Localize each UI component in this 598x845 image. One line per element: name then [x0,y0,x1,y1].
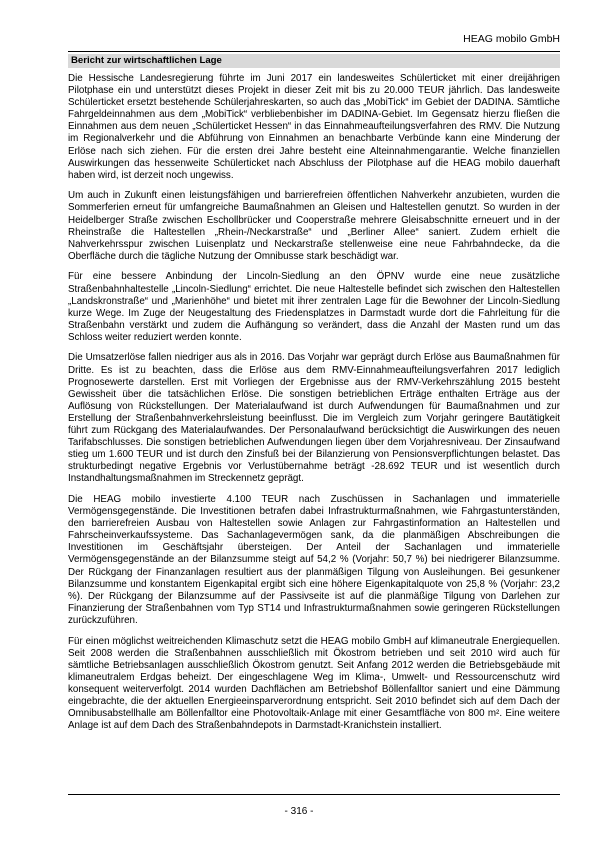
paragraph-umsatzerloese: Die Umsatzerlöse fallen niedriger aus als in 2016. Das Vorjahr war geprägt durch Erlöse aus Baumaßnahmen für Dritte. Es ist zu beachten, dass die Erlöse aus dem RMV-Einnahmeaufteilungsverfahren 2017 lediglich Prognosewerte darstellen. Erst mit Vorliegen der Ergebnisse aus der RMV-Verkehrszählung 2015 besteht Gewissheit über die tatsächlichen Erlöse. Die sonstigen betrieblichen Erträge enthalten Erträge aus der Auflösung von Rückstellungen. Der Materialaufwand ist durch Aufwendungen für Baumaßnahmen und zur Erstellung der Straßenbahnverkehrsleistung beeinflusst. Die im Vergleich zum Vorjahr geringere Bautätigkeit führt zum Rückgang des Materialaufwandes. Der Personalaufwand berücksichtigt die Auswirkungen des neuen Tarifabschlusses. Die sonstigen betrieblichen Aufwendungen liegen über dem Vorjahresniveau. Der Zinsaufwand stieg um 1.600 TEUR und ist durch den Zinsfuß bei der Bilanzierung von Pensionsverpflichtungen belastet. Das strukturbedingt negative Ergebnis vor Verlustübernahme beträgt -28.692 TEUR und ist wesentlich durch Instandhaltungsmaßnahmen im Streckennetz geprägt. [68,352,560,485]
paragraph-schuelerticket: Die Hessische Landesregierung führte im Juni 2017 ein landesweites Schülerticket mit einer dreijährigen Pilotphase ein und unterstützt dieses Projekt in dieser Zeit mit bis zu 20.000 TEUR jährlich. Das landesweite Schülerticket ersetzt bestehende Schülerjahreskarten, so auch das „MobiTick“ im Gebiet der DADINA. Sämtliche Fahrgeldeinnahmen aus dem „MobiTick“ verbliebenbisher im DADINA-Gebiet. Im Gegensatz hierzu fließen die Einnahmen aus dem neuen „Schülerticket Hessen“ in das Einnahmeaufteilungsverfahren des RMV. Die Nutzung im Regionalverkehr und die Abführung von Einnahmen an benachbarte Verbünde kann eine Minderung der Erlöse nach sich ziehen. Für die ersten drei Jahre besteht eine Alteinnahmengarantie. Welche finanziellen Auswirkungen das hessenweite Schülerticket nach Abschluss der Pilotphase auf die HEAG mobilo dauerhaft haben wird, ist derzeit noch ungewiss. [68,73,560,181]
footer-divider [68,794,560,795]
paragraph-investitionen: Die HEAG mobilo investierte 4.100 TEUR nach Zuschüssen in Sachanlagen und immaterielle Vermögensgegenstände. Die Investitionen betrafen dabei Infrastrukturmaßnahmen, wie Fahrgastunterständen, den barrierefreien Ausbau von Haltestellen sowie Anlagen zur Fahrgastinformation an Haltestellen und Fahrscheinverkaufssysteme. Das Sachanlagevermögen sank, da die planmäßigen Abschreibungen die Investitionen im Geschäftsjahr übersteigen. Der Anteil der Sachanlagen und immaterielle Vermögensgegenstände an der Bilanzsumme steigt auf 54,2 % (Vorjahr: 50,7 %) bei niedrigerer Bilanzsumme. Der Rückgang der Finanzanlagen resultiert aus der planmäßigen Tilgung von Ausleihungen. Bei gesunkener Bilanzsumme und konstantem Eigenkapital ergibt sich eine höhere Eigenkapitalquote von 25,8 % (Vorjahr: 23,2 %). Der Rückgang der Bilanzsumme auf der Passivseite ist auf die planmäßige Tilgung von Darlehen zur Finanzierung der Straßenbahnen vom Typ ST14 und Infrastrukturmaßnahmen sowie geringeren Rückstellungen zurückzuführen. [68,494,560,626]
section-heading: Bericht zur wirtschaftlichen Lage [68,54,560,68]
paragraph-lincoln-siedlung: Für eine bessere Anbindung der Lincoln-Siedlung an den ÖPNV wurde eine neue zusätzliche Straßenbahnhaltestelle „Lincoln-Siedlung“ errichtet. Die neue Haltestelle befindet sich zwischen den Haltestellen „Landskronstraße“ und „Marienhöhe“ und bietet mit ihrer zentralen Lage für die Bewohner der Lincoln-Siedlung kurze Wege. Im Zuge der Neugestaltung des Friedensplatzes in Darmstadt wurde dort die Fahrleitung für die Straßenbahn verstärkt und zudem die Aufhängung so verändert, dass die Anzahl der Masten rund um das Schloss weiter reduziert werden konnte. [68,271,560,343]
paragraph-baumassnahmen: Um auch in Zukunft einen leistungsfähigen und barrierefreien öffentlichen Nahverkehr anzubieten, wurden die Sommerferien erneut für umfangreiche Baumaßnahmen an Gleisen und Haltestellen genutzt. So wurden in der Heidelberger Straße zwischen Eschollbrücker und Cooperstraße mehrere Gleisabschnitte erneuert und in der Rheinstraße die Haltestellen „Rhein-/Neckarstraße“ und „Berliner Allee“ saniert. Zudem erhielt die Nahverkehrsspur zwischen Luisenplatz und Neckarstraße stellenweise eine neue Fahrbahndecke, da die Oberfläche durch die tägliche Nutzung der Omnibusse stark beschädigt war. [68,190,560,262]
page-number: - 316 - [284,806,314,817]
body-text [68,73,560,741]
paragraph-klimaschutz: Für einen möglichst weitreichenden Klimaschutz setzt die HEAG mobilo GmbH auf klimaneutrale Energiequellen. Seit 2008 werden die Straßenbahnen ausschließlich mit Ökostrom betrieben und seit 2010 wird auch für sämtliche Betriebsanlagen ausschließlich Ökostrom genutzt. Seit Anfang 2012 werden die Betriebsgebäude mit klimaneutralem Erdgas beheizt. Der eingeschlagene Weg im Klima-, Umwelt- und Ressourcenschutz wird konsequent weiterverfolgt. 2014 wurden Dachflächen am Betriebshof Böllenfalltor saniert und eine Dämmung eingebrachte, die der aktuellen Energieeinsparverordnung entspricht. Seit 2010 befindet sich auf dem Dach der Omnibusabstellhalle am Böllenfalltor eine Photovoltaik-Anlage mit einer Gesamtfläche von 800 m². Eine weitere Anlage ist auf dem Dach des Straßenbahndepots in Darmstadt-Kranichstein installiert. [68,635,560,732]
header-divider [68,51,560,52]
header-company-name: HEAG mobilo GmbH [463,33,560,45]
